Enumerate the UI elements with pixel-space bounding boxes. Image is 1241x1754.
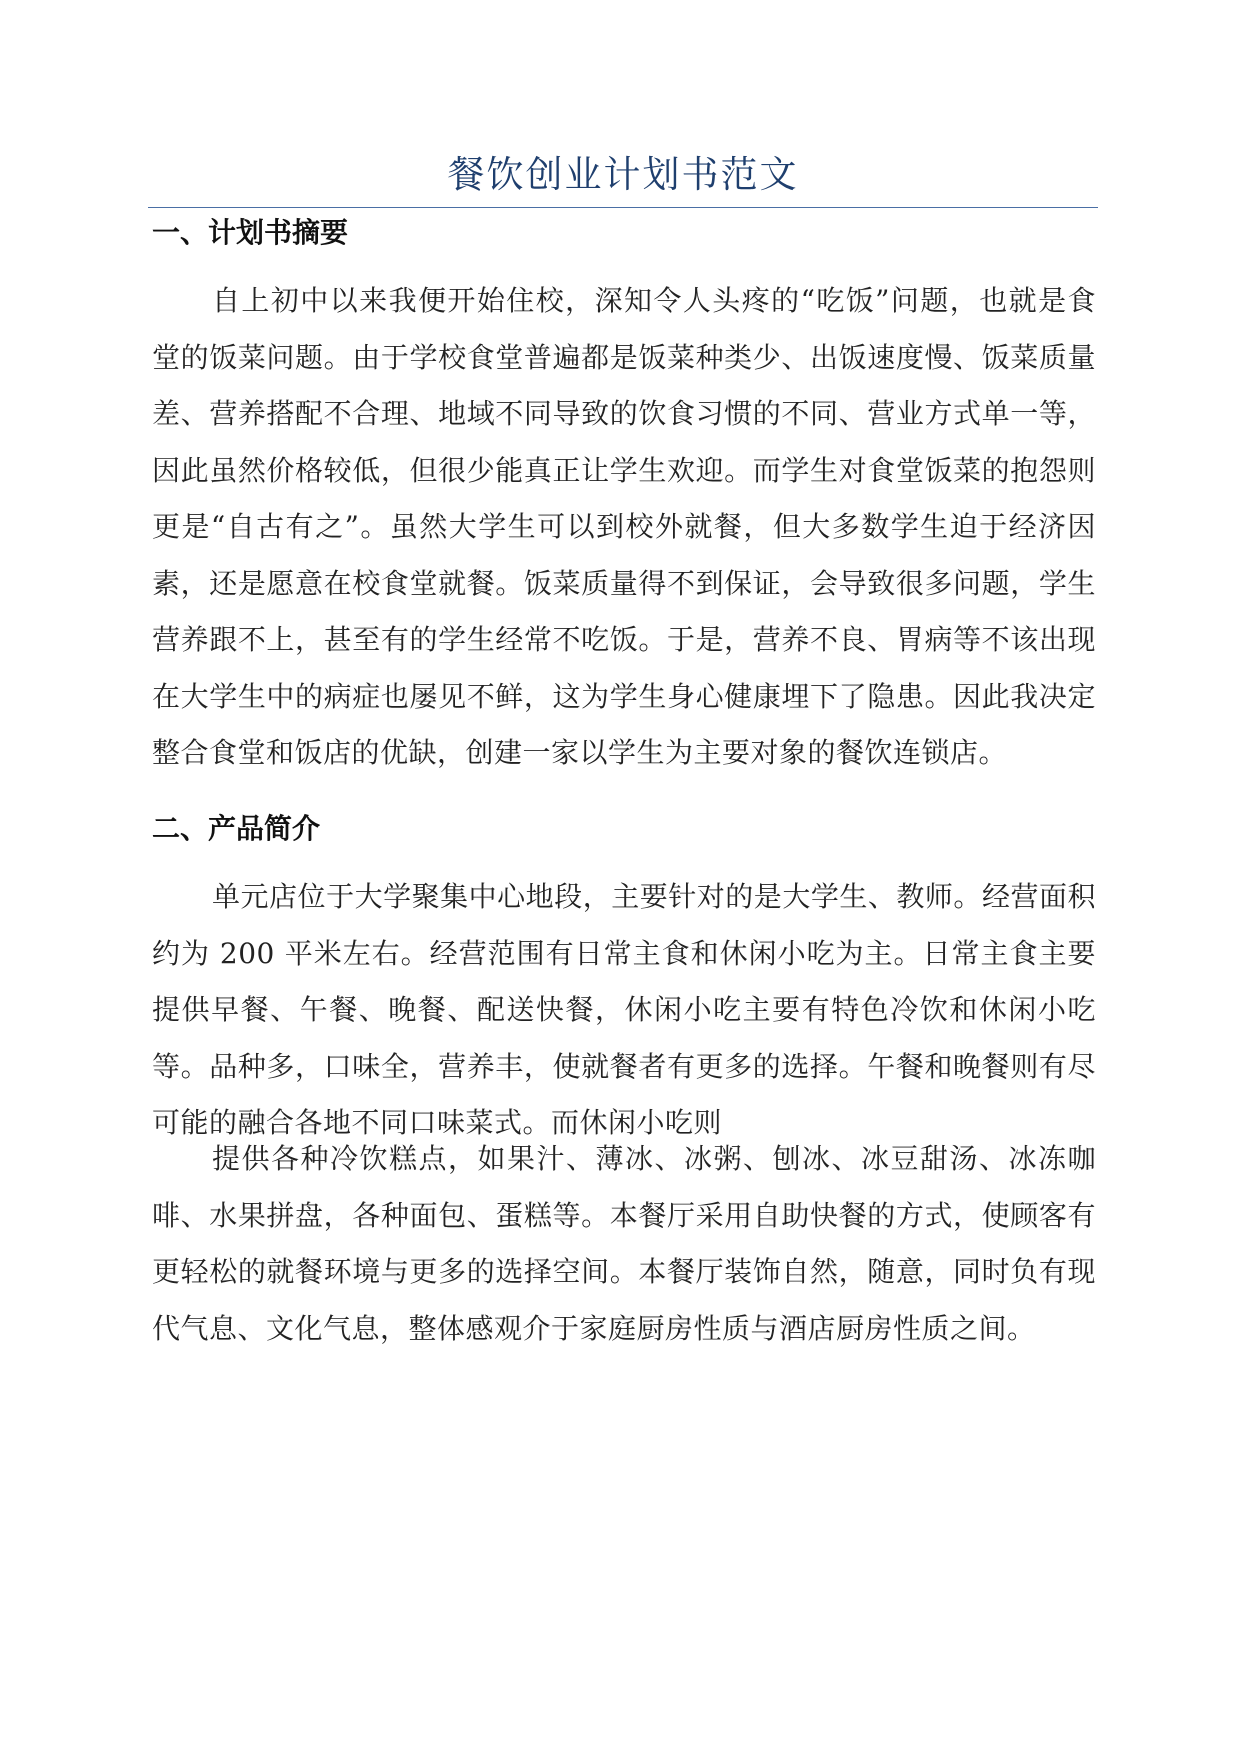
title-underline xyxy=(148,207,1098,208)
product-paragraph-1: 单元店位于大学聚集中心地段，主要针对的是大学生、教师。经营面积约为 200 平米左右。经营范围有日常主食和休闲小吃为主。日常主食主要提供早餐、午餐、晚餐、配送快餐，休闲小吃主要有特色冷饮和休闲小吃等。品种多，口味全，营养丰，使就餐者有更多的选择。午餐和晚餐则有尽可能的融合各地不同口味菜式。而休闲小吃则 xyxy=(152,880,1096,1139)
summary-paragraph: 自上初中以来我便开始住校，深知令人头疼的“吃饭”问题，也就是食堂的饭菜问题。由于学校食堂普遍都是饭菜种类少、出饭速度慢、饭菜质量差、营养搭配不合理、地域不同导致的饮食习惯的不同、营业方式单一等，因此虽然价格较低，但很少能真正让学生欢迎。而学生对食堂饭菜的抱怨则更是“自古有之”。虽然大学生可以到校外就餐，但大多数学生迫于经济因素，还是愿意在校食堂就餐。饭菜质量得不到保证，会导致很多问题，学生营养跟不上，甚至有的学生经常不吃饭。于是，营养不良、胃病等不该出现在大学生中的病症也屡见不鲜，这为学生身心健康埋下了隐患。因此我决定整合食堂和饭店的优缺，创建一家以学生为主要对象的餐饮连锁店。 xyxy=(152,284,1096,769)
product-paragraph-2: 提供各种冷饮糕点，如果汁、薄冰、冰粥、刨冰、冰豆甜汤、冰冻咖啡、水果拼盘，各种面包、蛋糕等。本餐厅采用自助快餐的方式，使顾客有更轻松的就餐环境与更多的选择空间。本餐厅装饰自然，随意，同时负有现代气息、文化气息，整体感观介于家庭厨房性质与酒店厨房性质之间。 xyxy=(152,1142,1096,1345)
section-heading-summary: 一、计划书摘要 xyxy=(152,216,349,249)
section-heading-product: 二、产品简介 xyxy=(152,812,321,845)
document-title: 餐饮创业计划书范文 xyxy=(447,153,799,196)
